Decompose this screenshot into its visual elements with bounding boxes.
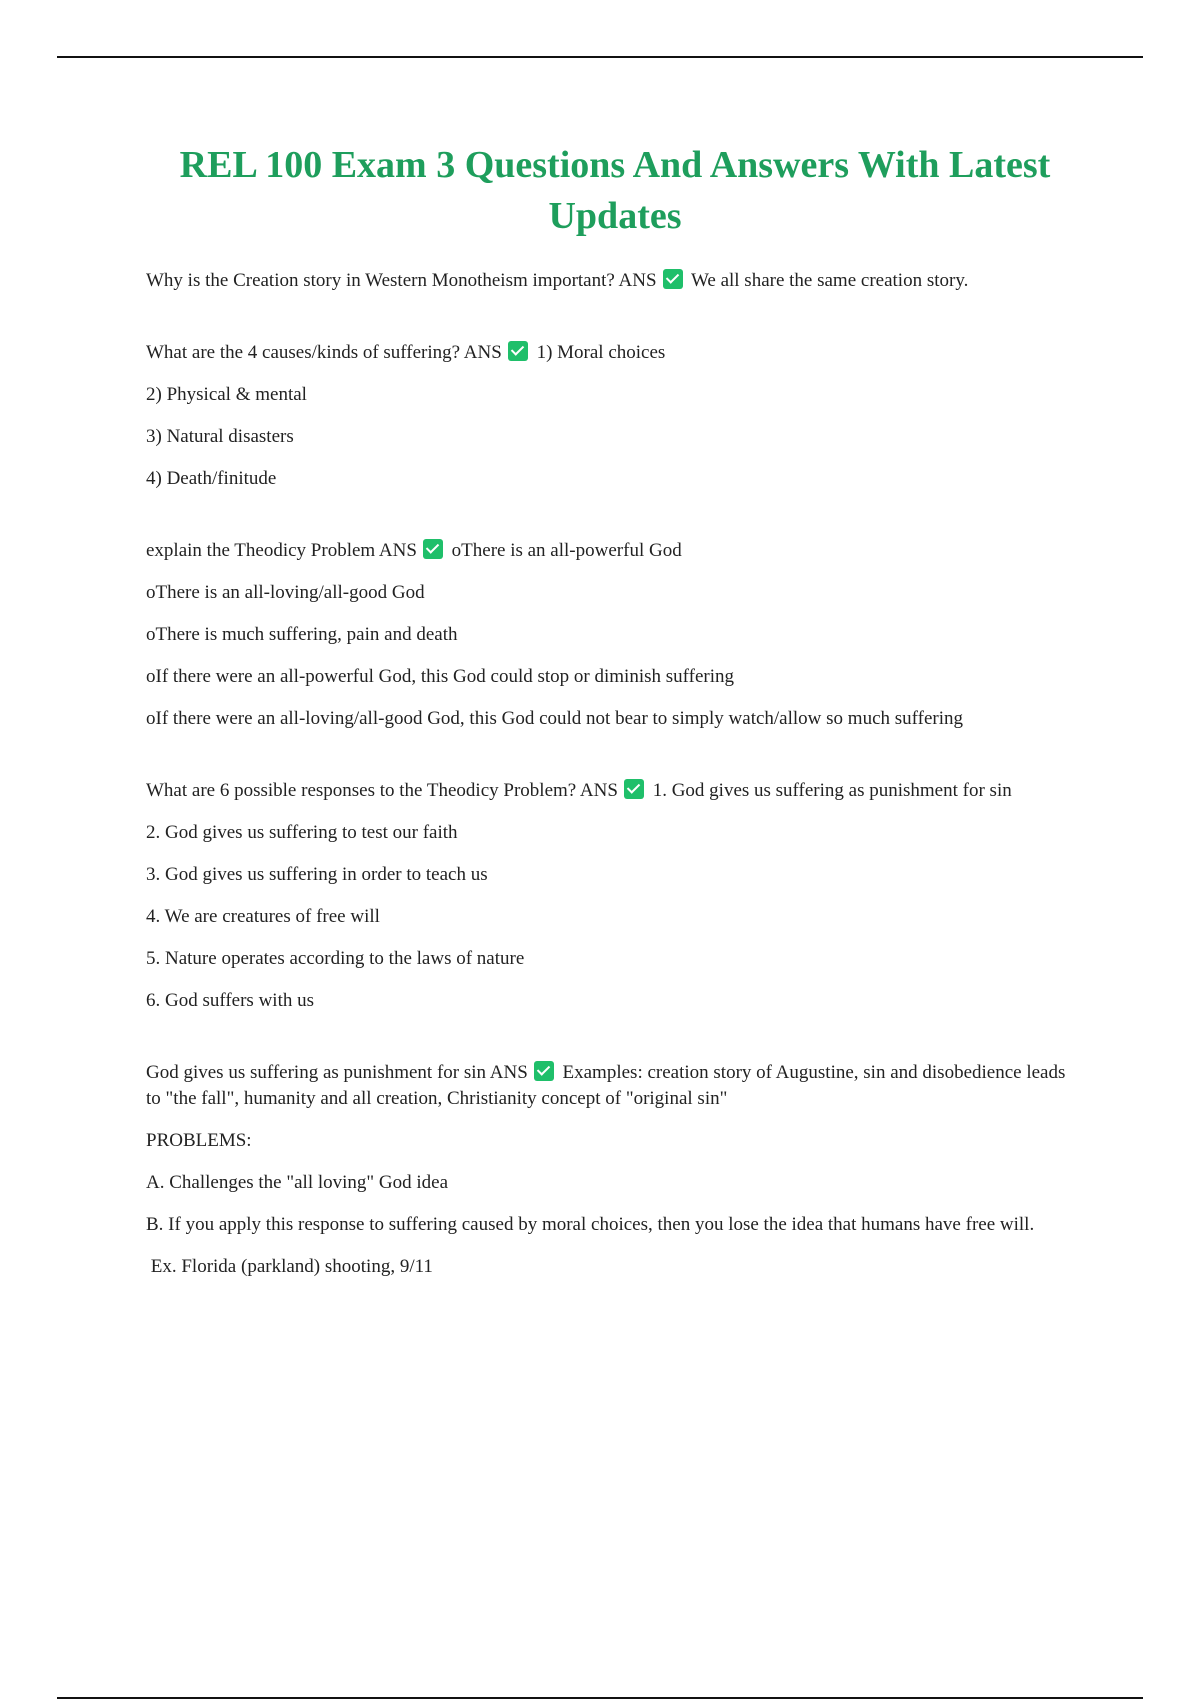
answer-line: 4. We are creatures of free will: [146, 906, 380, 927]
checkmark-icon: [534, 1061, 554, 1081]
checkmark-icon: [508, 341, 528, 361]
answer-line: Ex. Florida (parkland) shooting, 9/11: [146, 1256, 433, 1277]
question-text: What are 6 possible responses to the Theodicy Problem?: [146, 780, 577, 801]
answer-line: 3. God gives us suffering in order to teach us: [146, 864, 488, 885]
document-body: [146, 140, 1084, 1326]
answer-marker: ANS: [489, 1062, 528, 1083]
answer-line: 3) Natural disasters: [146, 426, 294, 447]
answer-text: 1. God gives us suffering as punishment for sin: [652, 780, 1012, 801]
answer-text: Examples: creation story of Augustine, sin and disobedience leads to "the fall", humanity and all creation, Christianity concept of "original sin": [146, 1062, 1066, 1109]
question-line: [146, 538, 1084, 564]
question-line: [146, 340, 1084, 366]
answer-line: 2) Physical & mental: [146, 384, 307, 405]
answer-line: 6. God suffers with us: [146, 990, 315, 1011]
question-text: What are the 4 causes/kinds of suffering?: [146, 342, 461, 363]
top-rule: [57, 56, 1143, 58]
answer-line: oThere is an all-loving/all-good God: [146, 582, 425, 603]
question-line: [146, 1060, 1084, 1112]
qa-block: [146, 268, 1084, 294]
answer-line: 4) Death/finitude: [146, 468, 277, 489]
document-title: REL 100 Exam 3 Questions And Answers With Latest Updates: [179, 144, 1051, 237]
checkmark-icon: [423, 539, 443, 559]
question-text: explain the Theodicy Problem: [146, 540, 376, 561]
answer-line: B. If you apply this response to suffering caused by moral choices, then you lose the idea that humans have free will.: [146, 1214, 1035, 1235]
answer-line: 2. God gives us suffering to test our faith: [146, 822, 458, 843]
question-text: Why is the Creation story in Western Monotheism important?: [146, 270, 615, 291]
answer-text: 1) Moral choices: [536, 342, 666, 363]
answer-text: We all share the same creation story.: [690, 270, 969, 291]
qa-block: [146, 778, 1084, 1014]
answer-marker: ANS: [378, 540, 417, 561]
answer-marker: ANS: [463, 342, 502, 363]
qa-block: [146, 1060, 1084, 1280]
question-line: [146, 778, 1084, 804]
qa-block: [146, 340, 1084, 492]
question-text: God gives us suffering as punishment for sin: [146, 1062, 487, 1083]
answer-line: 5. Nature operates according to the laws of nature: [146, 948, 525, 969]
answer-line: oIf there were an all-powerful God, this God could stop or diminish suffering: [146, 666, 734, 687]
answer-line: A. Challenges the "all loving" God idea: [146, 1172, 449, 1193]
answer-line: oThere is much suffering, pain and death: [146, 624, 458, 645]
bottom-rule: [57, 1697, 1143, 1699]
answer-line: oIf there were an all-loving/all-good God, this God could not bear to simply watch/allow so much suffering: [146, 708, 963, 729]
question-line: [146, 268, 1084, 294]
answer-marker: ANS: [618, 270, 657, 291]
checkmark-icon: [663, 269, 683, 289]
answer-marker: ANS: [579, 780, 618, 801]
qa-block: [146, 538, 1084, 732]
answer-text: oThere is an all-powerful God: [451, 540, 682, 561]
answer-line: PROBLEMS:: [146, 1130, 252, 1151]
checkmark-icon: [624, 779, 644, 799]
